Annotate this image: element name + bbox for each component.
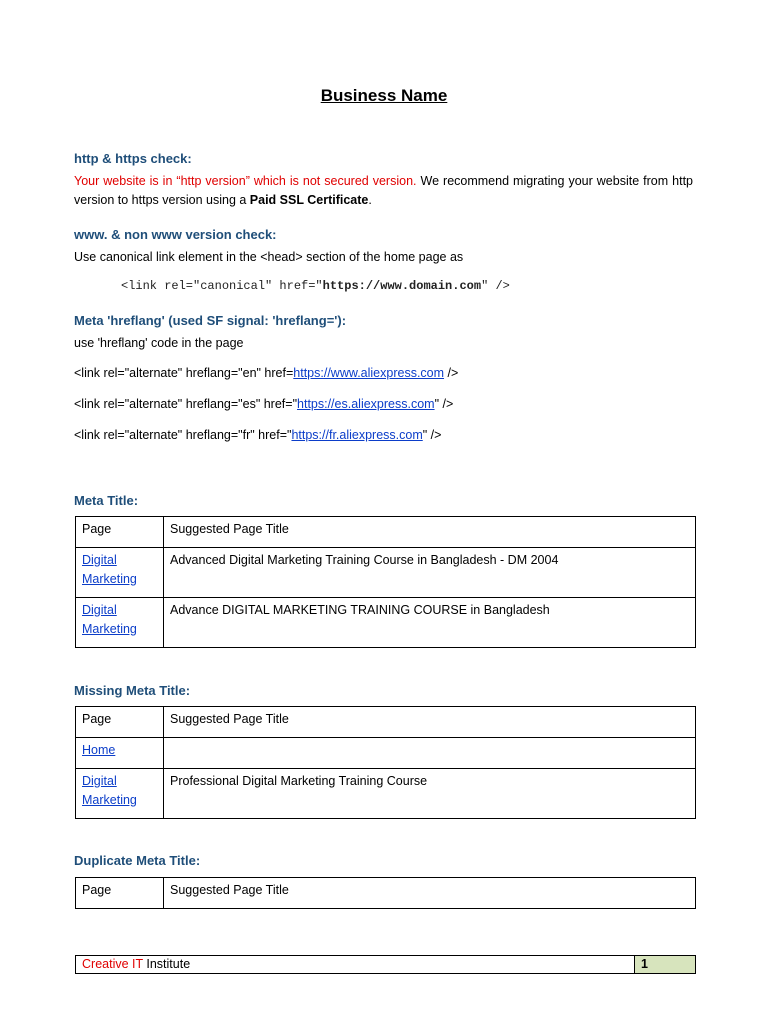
page-link[interactable]: Digital Marketing [82, 603, 137, 636]
missing-meta-title-heading: Missing Meta Title: [74, 683, 191, 698]
table-cell-title: Advanced Digital Marketing Training Course in Bangladesh - DM 2004 [164, 548, 696, 598]
table-header-page: Page [76, 517, 164, 548]
table-header-row [76, 517, 696, 548]
table-header-title: Suggested Page Title [164, 878, 696, 909]
table-header-page: Page [76, 707, 164, 738]
page-link[interactable]: Digital Marketing [82, 774, 137, 807]
meta-title-table [75, 516, 696, 648]
www-check-text: Use canonical link element in the <head> section of the home page as [74, 250, 464, 264]
page-link[interactable]: Digital Marketing [82, 553, 137, 586]
canonical-code-suffix: " /> [481, 279, 510, 293]
table-header-page: Page [76, 878, 164, 909]
page-title: Business Name [320, 86, 448, 105]
hreflang-line-prefix: <link rel="alternate" hreflang="fr" href=" [74, 428, 292, 442]
hreflang-line-fr [74, 428, 441, 442]
hreflang-line-prefix: <link rel="alternate" hreflang="en" href= [74, 366, 294, 380]
table-cell-page [76, 769, 164, 819]
hreflang-line-en [74, 366, 458, 380]
hreflang-heading: Meta 'hreflang' (used SF signal: 'hreflang='): [74, 313, 347, 328]
hreflang-line-suffix: /> [444, 366, 459, 380]
table-header-title: Suggested Page Title [164, 707, 696, 738]
http-check-paragraph [74, 172, 693, 210]
canonical-code-url: https://www.domain.com [322, 279, 482, 293]
meta-title-heading: Meta Title: [74, 493, 139, 508]
hreflang-line-es [74, 397, 453, 411]
table-header-row [76, 878, 696, 909]
table-cell-title: Professional Digital Marketing Training Course [164, 769, 696, 819]
missing-meta-title-table [75, 706, 696, 819]
hreflang-url-link[interactable]: https://es.aliexpress.com [297, 397, 435, 411]
page-footer [75, 955, 696, 974]
page-number: 1 [634, 956, 695, 973]
canonical-code-prefix: <link rel="canonical" href=" [121, 279, 323, 293]
www-check-heading: www. & non www version check: [74, 227, 277, 242]
table-row [76, 738, 696, 769]
footer-brand [82, 956, 190, 973]
table-row [76, 548, 696, 598]
ssl-certificate-text: Paid SSL Certificate [249, 193, 369, 207]
table-cell-title: Advance DIGITAL MARKETING TRAINING COURSE in Bangladesh [164, 598, 696, 648]
http-check-heading: http & https check: [74, 151, 192, 166]
table-cell-page [76, 548, 164, 598]
hreflang-line-prefix: <link rel="alternate" hreflang="es" href=" [74, 397, 298, 411]
table-header-row [76, 707, 696, 738]
table-row [76, 598, 696, 648]
http-warning-text: Your website is in “http version” which is not secured version. [74, 174, 417, 188]
hreflang-url-link[interactable]: https://www.aliexpress.com [293, 366, 445, 380]
http-recommend-text: We recommend migrating your website from http version to https version using a [74, 174, 693, 207]
table-cell-page [76, 598, 164, 648]
canonical-code [121, 279, 510, 293]
footer-brand-rest: Institute [142, 957, 191, 971]
footer-brand-red: Creative IT [82, 957, 143, 971]
table-header-title: Suggested Page Title [164, 517, 696, 548]
duplicate-meta-title-table [75, 877, 696, 909]
period-text: . [368, 193, 372, 207]
hreflang-url-link[interactable]: https://fr.aliexpress.com [291, 428, 423, 442]
table-row [76, 769, 696, 819]
page-link[interactable]: Home [82, 743, 116, 757]
duplicate-meta-title-heading: Duplicate Meta Title: [74, 853, 201, 868]
hreflang-intro: use 'hreflang' code in the page [74, 336, 244, 350]
table-cell-page [76, 738, 164, 769]
table-cell-title [164, 738, 696, 769]
hreflang-line-suffix: " /> [434, 397, 454, 411]
hreflang-line-suffix: " /> [422, 428, 442, 442]
